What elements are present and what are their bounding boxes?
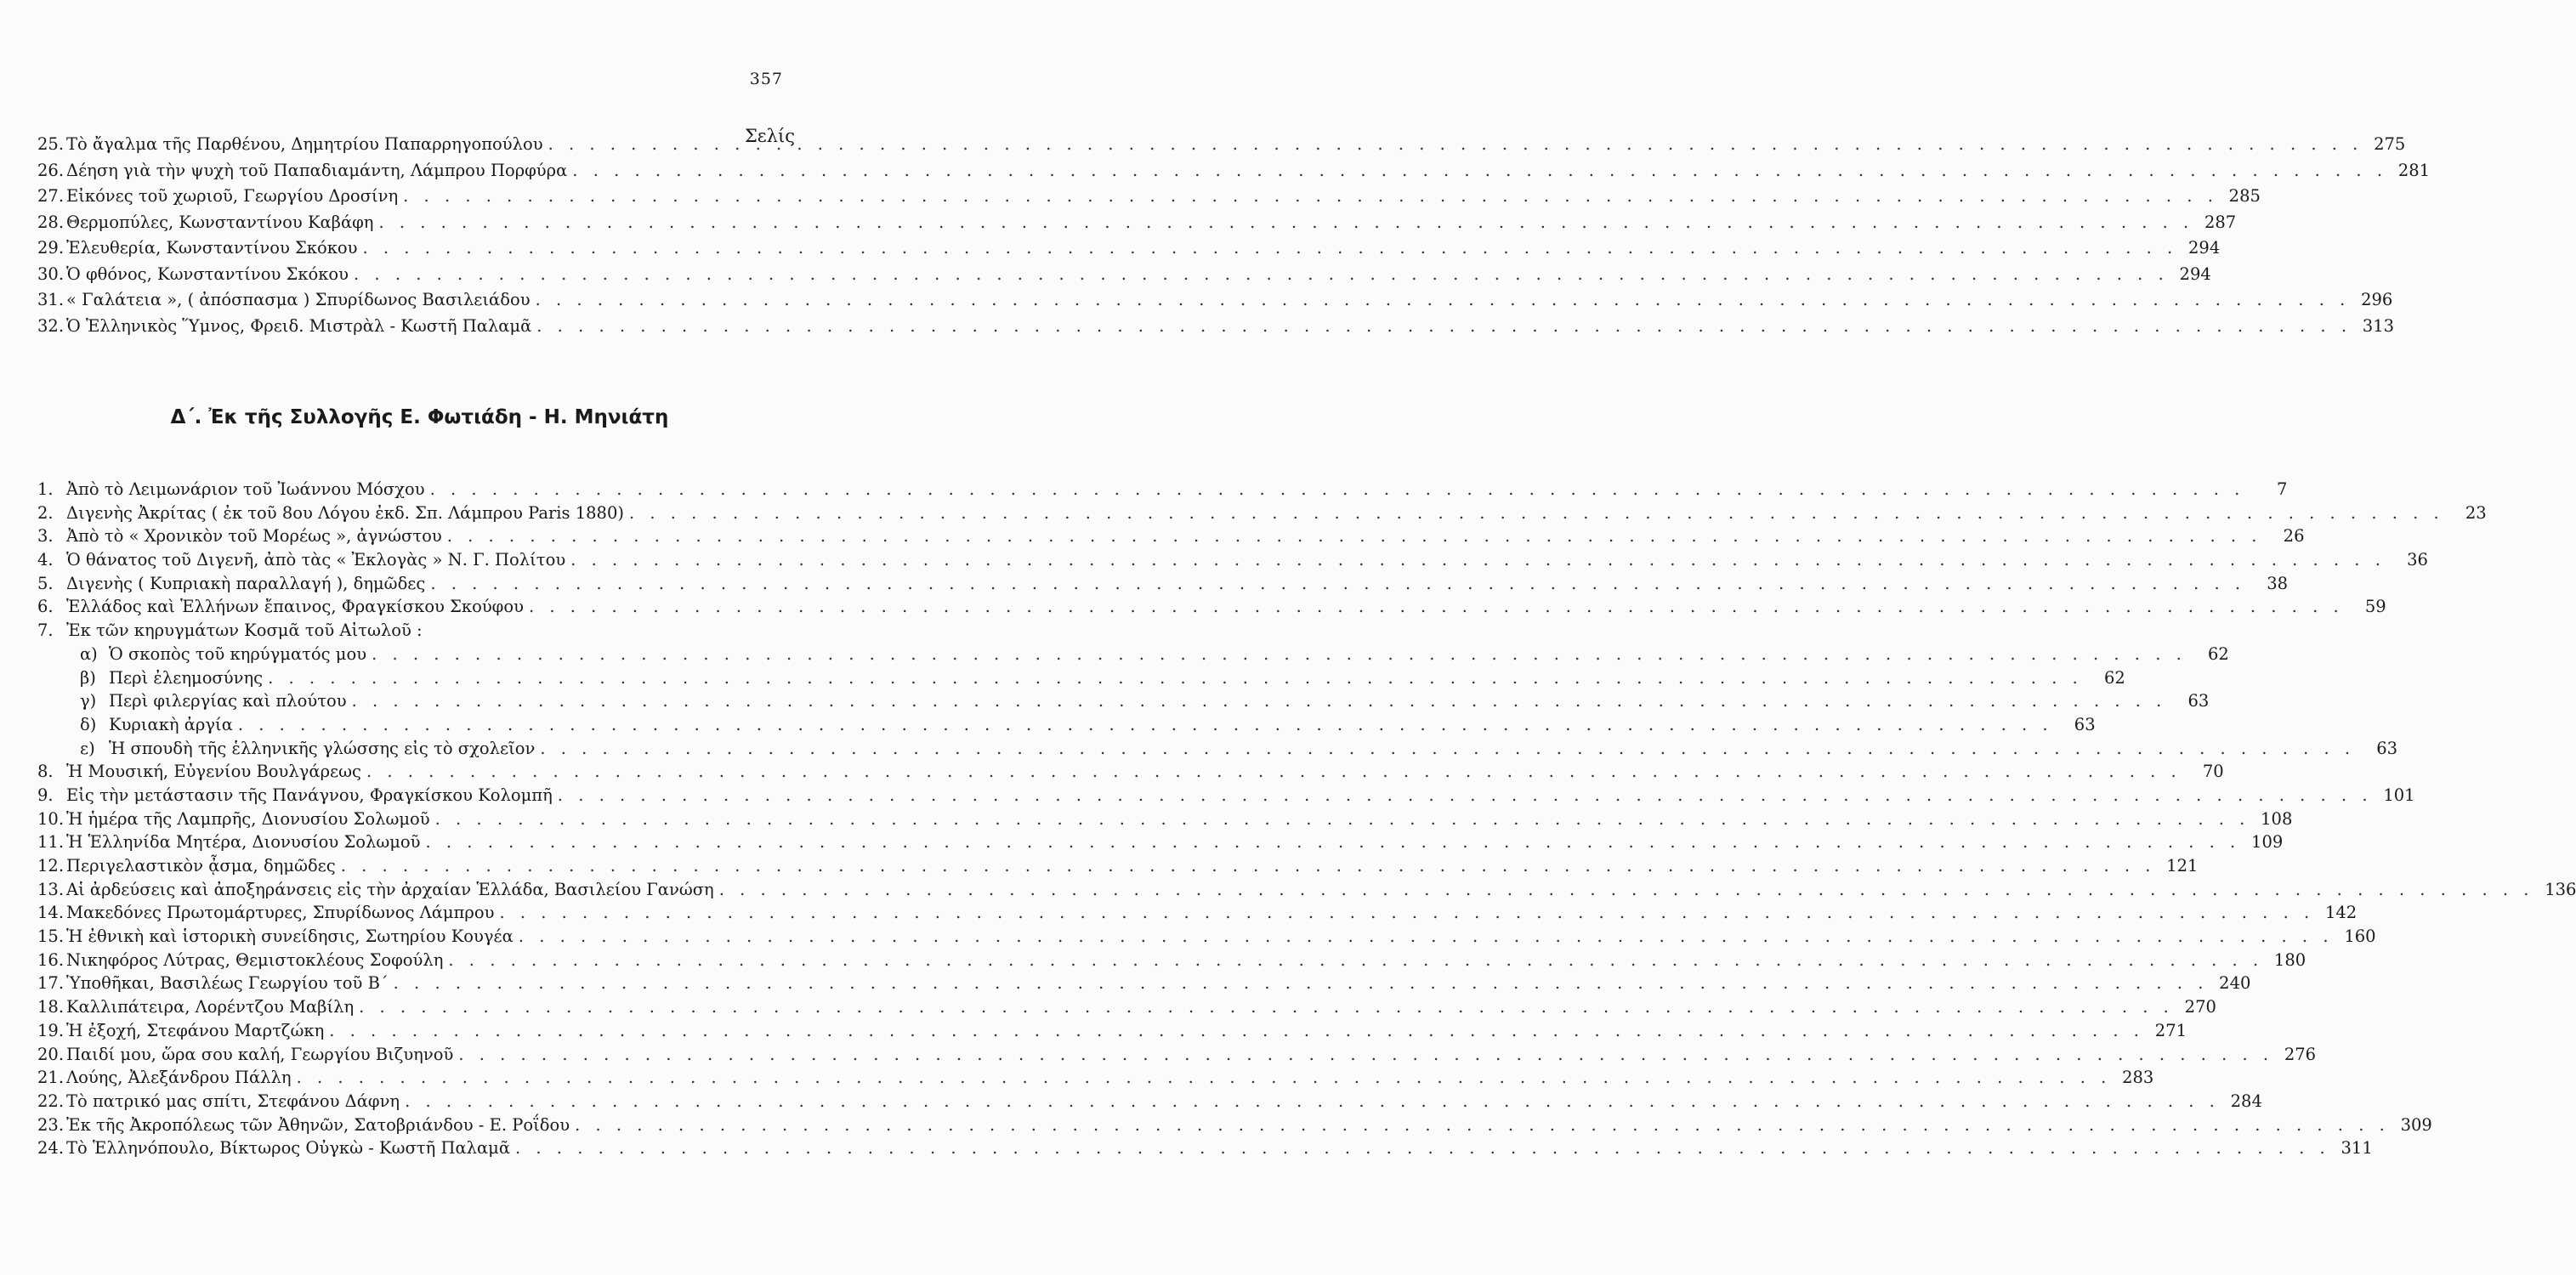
dot-leader [435,811,2250,828]
subentry-label: δ) [80,714,97,734]
entry-number: 30. [37,264,65,284]
toc-entry [37,1091,2262,1117]
toc-subentry [37,691,2210,717]
entry-title: Ἑλλάδος καὶ Ἑλλήνων ἔπαινος, Φραγκίσκου Σκούφου [66,597,524,617]
dot-leader [359,999,2174,1016]
entry-number: 26. [37,160,65,180]
entry-title: Ὁ σκοπὸς τοῦ κηρύγματός μου [109,643,367,664]
dot-leader [536,292,2351,309]
entry-page-number: 63 [2187,691,2210,711]
entry-title: Ὁ θάνατος τοῦ Διγενῆ, ἀπὸ τὰς « Ἐκλογὰς » Ν. Γ. Πολίτου [66,550,566,570]
dot-leader [363,240,2178,257]
entry-page-number: 7 [2276,479,2288,499]
entry-page-number: 285 [2228,186,2261,206]
entry-number: 17. [37,973,65,994]
entry-title: Καλλιπάτειρα, Λορέντζου Μαβίλη [66,997,355,1017]
entry-number: 32. [37,315,65,336]
entry-title: Περὶ ἐλεημοσύνης [109,667,264,688]
entry-page-number: 23 [2465,502,2487,523]
dot-leader [548,136,2363,153]
toc-entry [37,622,796,646]
dot-leader [430,575,2245,592]
dot-leader [529,598,2344,615]
entry-number: 27. [37,186,65,206]
entry-title: Παιδί μου, ὥρα σου καλή, Γεωργίου Βιζυηνοῦ [66,1044,454,1064]
toc-entry [37,1114,2432,1141]
entry-page-number: 281 [2397,160,2431,180]
toc-entry [37,949,2306,976]
dot-leader [536,318,2352,335]
dot-leader [719,881,2534,898]
toc-entry [37,926,2376,952]
dot-leader [575,1117,2390,1134]
entry-number: 9. [37,785,54,805]
entry-title: Νικηφόρος Λύτρας, Θεμιστοκλέους Σοφούλη [66,949,444,970]
entry-page-number: 283 [2122,1068,2154,1088]
entry-title: Αἱ ἀρδεύσεις καὶ ἀποξηράνσεις εἰς τὴν ἀρχαίαν Ἑλλάδα, Βασιλείου Γανώση [66,879,714,899]
entry-page-number: 311 [2341,1138,2373,1159]
entry-number: 6. [37,597,54,617]
dot-leader [354,266,2169,283]
dot-leader [329,1023,2144,1040]
dot-leader [499,904,2314,921]
dot-leader [558,787,2373,804]
entry-number: 3. [37,526,54,547]
subentry-label: ε) [80,738,95,758]
toc-entry [37,1044,2317,1070]
entry-page-number: 36 [2407,550,2428,570]
toc-entry [37,134,2406,162]
entry-page-number: 309 [2400,1114,2432,1135]
entry-number: 10. [37,808,65,829]
dot-leader [519,928,2334,945]
entry-page-number: 275 [2374,134,2406,154]
dot-leader [448,952,2263,969]
entry-number: 20. [37,1044,65,1064]
entry-number: 22. [37,1091,65,1111]
toc-entry [37,238,2221,266]
entry-title: Ἡ ἐξοχή, Στεφάνου Μαρτζώκη [66,1020,325,1040]
toc-entry [37,808,2293,835]
entry-page-number: 26 [2283,526,2305,547]
toc-part-d [37,479,2576,1164]
entry-page-number: 142 [2324,903,2358,923]
toc-entry [37,1138,2373,1164]
entry-number: 29. [37,238,65,258]
toc-entry [37,762,2224,787]
entry-title: Ἡ Μουσική, Εὐγενίου Βουλγάρεως [66,762,361,782]
entry-page-number: 108 [2261,808,2293,829]
entry-number: 11. [37,832,65,853]
entry-page-number: 294 [2188,238,2221,258]
entry-number: 16. [37,949,65,970]
entry-title: Ὁ Ἑλληνικὸς Ὕμνος, Φρειδ. Μιστρὰλ - Κωστῆ Παλαμᾶ [66,315,532,336]
entry-page-number: 240 [2219,973,2251,994]
entry-page-number: 101 [2383,785,2415,805]
toc-entry [37,550,2428,575]
entry-page-number: 38 [2267,573,2289,593]
dot-leader [629,505,2444,522]
dot-leader [447,528,2262,545]
entry-title: Ἡ ἡμέρα τῆς Λαμπρῆς, Διονυσίου Σολωμοῦ [66,808,430,829]
entry-title: Περιγελαστικὸν ᾆσμα, δημῶδες [66,856,336,876]
dot-leader [341,858,2156,875]
toc-entry [37,785,2415,811]
dot-leader [297,1069,2112,1086]
entry-page-number: 294 [2179,264,2211,284]
dot-leader [430,481,2245,498]
toc-entry [37,879,2576,905]
toc-entry [37,315,2395,344]
entry-page-number: 276 [2284,1044,2317,1064]
entry-page-number: 63 [2074,714,2096,734]
dot-leader [268,670,2083,687]
entry-number: 31. [37,290,65,309]
dot-leader [405,1093,2220,1110]
dot-leader [378,214,2193,231]
toc-entry [37,597,2386,622]
entry-number: 15. [37,926,65,947]
toc-entry [37,212,2237,241]
page-column-header: Σελίς [744,126,795,146]
entry-page-number: 136 [2545,879,2576,899]
toc-entry [37,479,2288,505]
dot-leader [458,1046,2273,1063]
entry-title: Λούης, Ἀλεξάνδρου Πάλλη [66,1068,292,1088]
entry-number: 5. [37,573,54,593]
entry-number: 28. [37,212,65,232]
subentry-label: β) [80,667,96,688]
entry-page-number: 62 [2207,643,2229,664]
subentry-label: γ) [80,691,97,711]
dot-leader [238,717,2053,734]
entry-page-number: 63 [2376,738,2398,758]
entry-title: Ὑποθῆκαι, Βασιλέως Γεωργίου τοῦ Β΄ [66,973,389,994]
entry-title: Ἡ Ἑλληνίδα Μητέρα, Διονυσίου Σολωμοῦ [66,832,421,853]
entry-number: 23. [37,1114,65,1135]
entry-title: Ὁ φθόνος, Κωνσταντίνου Σκόκου [66,264,349,284]
entry-page-number: 70 [2202,762,2224,782]
entry-page-number: 59 [2364,597,2386,617]
entry-page-number: 284 [2230,1091,2262,1111]
entry-number: 12. [37,856,65,876]
entry-page-number: 287 [2204,212,2237,232]
entry-title: Ἡ ἐθνικὴ καὶ ἱστορικὴ συνείδησις, Σωτηρίου Κουγέα [66,926,513,947]
dot-leader [570,552,2386,569]
toc-entry [37,832,2284,858]
entry-title: Διγενὴς ( Κυπριακὴ παραλλαγή ), δημῶδες [66,573,426,593]
entry-page-number: 313 [2362,315,2395,336]
section-heading: Δ΄. Ἐκ τῆς Συλλογῆς Ε. Φωτιάδη - Η. Μηνιάτη [170,406,669,428]
dot-leader [540,740,2355,757]
entry-page-number: 160 [2344,926,2376,947]
entry-title: Ἀπὸ τὸ Λειμωνάριον τοῦ Ἰωάννου Μόσχου [66,479,425,499]
toc-entry [37,573,2289,599]
entry-title: Δέηση γιὰ τὴν ψυχὴ τοῦ Παπαδιαμάντη, Λάμπρου Πορφύρα [66,160,568,180]
toc-entry [37,856,2199,881]
entry-page-number: 296 [2361,290,2393,309]
toc-subentry [37,667,2125,694]
entry-page-number: 62 [2103,667,2125,688]
entry-number: 25. [37,134,65,154]
toc-entry [37,973,2251,999]
toc-entry [37,264,2211,292]
entry-title: Περὶ φιλεργίας καὶ πλούτου [109,691,347,711]
entry-page-number: 271 [2154,1020,2187,1040]
toc-entry [37,903,2358,928]
toc-subentry [37,643,2229,670]
dot-leader [352,693,2167,710]
entry-number: 19. [37,1020,65,1040]
entry-title: Τὸ ἄγαλμα τῆς Παρθένου, Δημητρίου Παπαρρηγοπούλου [66,134,543,154]
entry-title: Ἡ σπουδὴ τῆς ἑλληνικῆς γλώσσης εἰς τὸ σχολεῖον [109,738,536,758]
entry-number: 14. [37,903,65,923]
page-number: 357 [749,70,783,88]
entry-number: 13. [37,879,65,899]
entry-number: 2. [37,502,54,523]
entry-title: Τὸ Ἑλληνόπουλο, Βίκτωρος Οὐγκὼ - Κωστῆ Παλαμᾶ [66,1138,510,1159]
entry-number: 21. [37,1068,65,1088]
entry-number: 4. [37,550,54,570]
dot-leader [372,646,2187,663]
entry-title: Ἐκ τῆς Ἀκροπόλεως τῶν Ἀθηνῶν, Σατοβριάνδου - Ε. Ροΐδου [66,1114,570,1135]
entry-title: Κυριακὴ ἀργία [109,714,233,734]
entry-number: 24. [37,1138,65,1159]
entry-title: « Γαλάτεια », ( ἀπόσπασμα ) Σπυρίδωνος Βασιλειάδου [66,290,531,309]
toc-entry [37,526,2305,552]
toc-subentry [37,738,2398,764]
toc-part-c [37,134,2431,343]
entry-title: Θερμοπύλες, Κωνσταντίνου Καβάφη [66,212,374,232]
entry-title: Εἰκόνες τοῦ χωριοῦ, Γεωργίου Δροσίνη [66,186,399,206]
entry-title: Ἐλευθερία, Κωνσταντίνου Σκόκου [66,238,358,258]
toc-entry [37,1020,2187,1046]
dot-leader [394,975,2209,992]
entry-title: Μακεδόνες Πρωτομάρτυρες, Σπυρίδωνος Λάμπρου [66,903,495,923]
entry-page-number: 180 [2273,949,2306,970]
entry-number: 8. [37,762,54,782]
dot-leader [515,1140,2330,1157]
toc-entry [37,997,2216,1023]
entry-title: Τὸ πατρικό μας σπίτι, Στεφάνου Δάφνη [66,1091,400,1111]
toc-entry [37,1068,2154,1093]
dot-leader [403,188,2218,205]
entry-number: 1. [37,479,54,499]
entry-page-number: 270 [2184,997,2216,1017]
toc-entry [37,160,2431,189]
entry-title: Εἰς τὴν μετάστασιν τῆς Πανάγνου, Φραγκίσκου Κολομπῆ [66,785,553,805]
entry-number: 18. [37,997,65,1017]
toc-entry [37,186,2261,214]
toc-entry [37,290,2393,318]
entry-title: Διγενὴς Ἀκρίτας ( ἐκ τοῦ 8ου Λόγου ἐκδ. Σπ. Λάμπρου Paris 1880) [66,502,624,523]
entry-number: 7. [37,620,54,641]
dot-leader [426,834,2241,851]
entry-page-number: 121 [2166,856,2199,876]
toc-entry [37,502,2487,529]
entry-title: Ἀπὸ τὸ « Χρονικὸν τοῦ Μορέως », ἀγνώστου [66,526,442,547]
subentry-label: α) [80,643,98,664]
entry-title: Ἐκ τῶν κηρυγμάτων Κοσμᾶ τοῦ Αἰτωλοῦ : [66,620,423,641]
dot-leader [366,763,2182,780]
dot-leader [572,162,2387,179]
toc-subentry [37,714,2096,740]
entry-page-number: 109 [2251,832,2284,853]
